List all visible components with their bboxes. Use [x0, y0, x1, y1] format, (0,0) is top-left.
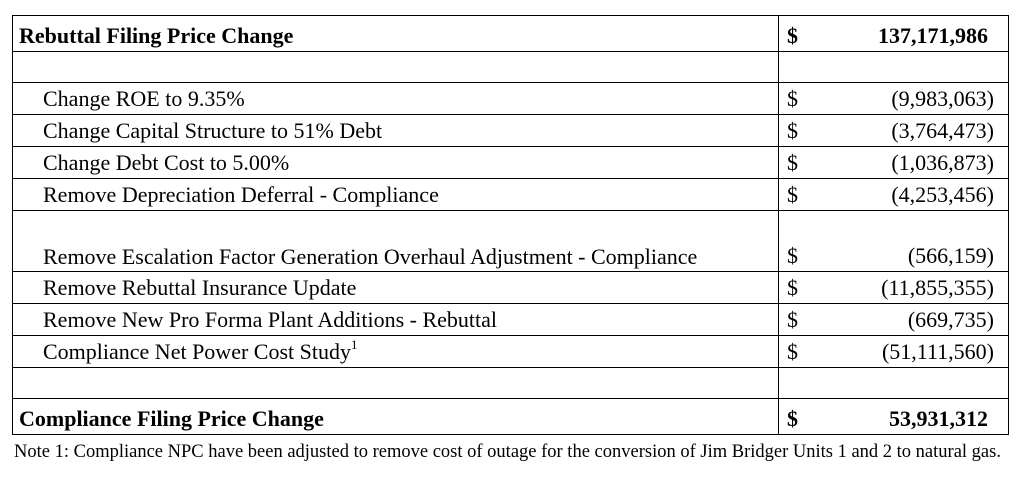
footnote-marker: 1 — [350, 337, 358, 352]
header-label: Rebuttal Filing Price Change — [13, 16, 779, 52]
header-amount-cell — [779, 16, 1009, 52]
table-total-row — [13, 399, 1009, 435]
table-row — [13, 336, 1009, 368]
table-row — [13, 115, 1009, 147]
item-amount: (51,111,560) — [881, 339, 994, 364]
blank-row — [13, 52, 1009, 83]
price-change-table — [12, 15, 1009, 435]
item-amount-cell — [779, 304, 1009, 336]
header-amount: 137,171,986 — [878, 23, 988, 48]
total-label: Compliance Filing Price Change — [13, 399, 779, 435]
item-amount: (1,036,873) — [891, 150, 994, 175]
item-amount: (4,253,456) — [891, 182, 994, 207]
total-amount: 53,931,312 — [889, 406, 988, 431]
item-amount-cell — [779, 211, 1009, 272]
item-label: Remove Depreciation Deferral - Compliance — [13, 179, 779, 211]
item-label: Change Capital Structure to 51% Debt — [13, 115, 779, 147]
item-amount: (566,159) — [907, 243, 994, 268]
table-row — [13, 179, 1009, 211]
item-amount: (669,735) — [907, 307, 994, 332]
item-amount-cell — [779, 272, 1009, 304]
currency-symbol: $ — [787, 86, 798, 111]
table-row — [13, 211, 1009, 272]
currency-symbol: $ — [787, 243, 798, 268]
currency-symbol: $ — [787, 307, 798, 332]
blank-cell — [13, 368, 779, 399]
total-amount-cell — [779, 399, 1009, 435]
table-row — [13, 272, 1009, 304]
item-amount-cell — [779, 147, 1009, 179]
currency-symbol: $ — [787, 339, 798, 364]
currency-symbol: $ — [787, 275, 798, 300]
blank-cell — [779, 52, 1009, 83]
item-amount-cell — [779, 179, 1009, 211]
table-row — [13, 83, 1009, 115]
table-header-row — [13, 16, 1009, 52]
currency-symbol: $ — [787, 118, 798, 143]
item-label: Remove Rebuttal Insurance Update — [13, 272, 779, 304]
blank-cell — [779, 368, 1009, 399]
footnote-text: Note 1: Compliance NPC have been adjusted to remove cost of outage for the conversion of Jim Bridger Units 1 and 2 to natural gas. — [14, 442, 1001, 462]
item-amount-cell — [779, 83, 1009, 115]
item-label: Remove Escalation Factor Generation Overhaul Adjustment - Compliance — [13, 211, 779, 272]
item-label: Compliance Net Power Cost Study — [43, 339, 351, 364]
currency-symbol: $ — [787, 150, 798, 175]
item-amount: (11,855,355) — [881, 275, 994, 300]
blank-cell — [13, 52, 779, 83]
item-amount: (3,764,473) — [891, 118, 994, 143]
item-label: Change Debt Cost to 5.00% — [13, 147, 779, 179]
item-amount-cell — [779, 115, 1009, 147]
table-row — [13, 304, 1009, 336]
table-row — [13, 147, 1009, 179]
item-amount-cell — [779, 336, 1009, 368]
item-label: Remove New Pro Forma Plant Additions - Rebuttal — [13, 304, 779, 336]
item-label: Change ROE to 9.35% — [13, 83, 779, 115]
blank-row — [13, 368, 1009, 399]
currency-symbol: $ — [787, 23, 798, 48]
currency-symbol: $ — [787, 182, 798, 207]
item-amount: (9,983,063) — [891, 86, 994, 111]
currency-symbol: $ — [787, 406, 798, 431]
item-label-with-footnote — [13, 336, 779, 368]
